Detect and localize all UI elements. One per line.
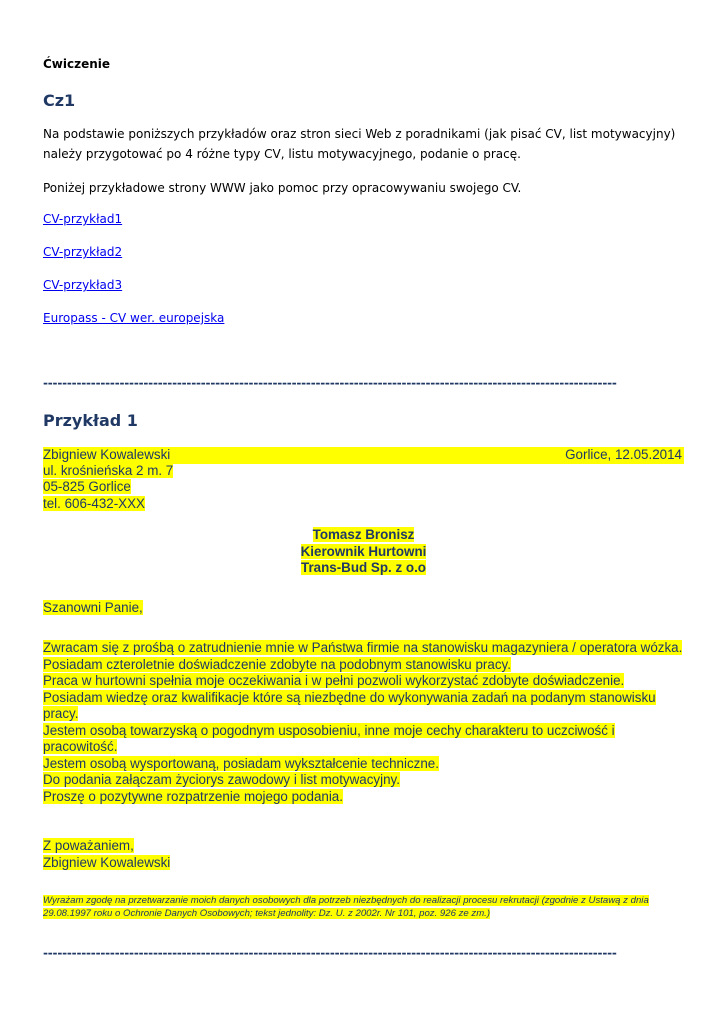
sender-name-row [43,447,684,464]
sender-name: Zbigniew Kowalewski [43,447,171,462]
place-date: Gorlice, 12.05.2014 [565,447,682,462]
consent-clause: Wyrażam zgodę na przetwarzanie moich danych osobowych dla potrzeb niezbędnych do realizacji procesu rekrutacji (zgodnie z Ustawą z dnia 29.08.1997 roku o Ochronie Danych Osobowych; tekst jednolity: Dz. U. z 2002r. Nr 101, poz. 926 ze zm.) [43,895,649,919]
separator-line: ------------------------------------------------------------------------------------------------------------------------ [43,376,617,390]
intro-paragraph-1 [43,124,683,164]
section-heading: Cz1 [43,91,76,110]
body-line: Proszę o pozytywne rozpatrzenie mojego podania. [43,788,343,804]
recipient-role: Kierownik Hurtowni [300,543,427,559]
exercise-title: Ćwiczenie [43,57,111,71]
greeting: Szanowni Panie, [43,600,143,615]
intro-paragraph-2: Poniżej przykładowe strony WWW jako pomoc przy opracowywaniu swojego CV. [43,181,522,195]
intro-line-2: należy przygotować po 4 różne typy CV, listu motywacyjnego, podanie o pracę. [43,147,521,161]
body-line: Praca w hurtowni spełnia moje oczekiwania i w pełni pozwoli wykorzystać zdobyte doświadczenie. [43,673,625,688]
recipient-block [43,527,684,577]
link-cv-example-3[interactable]: CV-przykład3 [43,278,123,292]
example-heading: Przykład 1 [43,411,138,430]
separator-line-bottom: ------------------------------------------------------------------------------------------------------------------------ [43,946,617,960]
body-line: Jestem osobą wysportowaną, posiadam wykształcenie techniczne. [43,755,439,771]
body-line: Zwracam się z prośbą o zatrudnienie mnie w Państwa firmie na stanowisku magazyniera / operatora wózka. [43,640,683,655]
recipient-name: Tomasz Bronisz [312,527,415,542]
body-line: Posiadam wiedzę oraz kwalifikacje które są niezbędne do wykonywania zadań na podanym stanowisku pracy. [43,689,656,721]
body-line: Do podania załączam życiorys zawodowy i list motywacyjny. [43,772,400,787]
letter-body [43,640,684,805]
link-cv-example-1[interactable]: CV-przykład1 [43,212,123,226]
intro-line-1: Na podstawie poniższych przykładów oraz stron sieci Web z poradnikami (jak pisać CV, list motywacyjny) [43,127,676,141]
link-cv-example-2[interactable]: CV-przykład2 [43,245,123,259]
body-line: Jestem osobą towarzyską o pogodnym usposobieniu, inne moje cechy charakteru to uczciwość i pracowitość. [43,722,615,754]
sender-postal: 05-825 Gorlice [43,479,131,494]
sender-phone: tel. 606-432-XXX [43,496,145,511]
link-europass[interactable]: Europass - CV wer. europejska [43,311,225,325]
recipient-company: Trans-Bud Sp. z o.o [301,560,426,575]
closing: Z poważaniem, [43,838,134,853]
signature: Zbigniew Kowalewski [43,855,171,870]
sender-street: ul. krośnieńska 2 m. 7 [43,463,174,478]
body-line: Posiadam czteroletnie doświadczenie zdobyte na podobnym stanowisku pracy. [43,656,511,672]
